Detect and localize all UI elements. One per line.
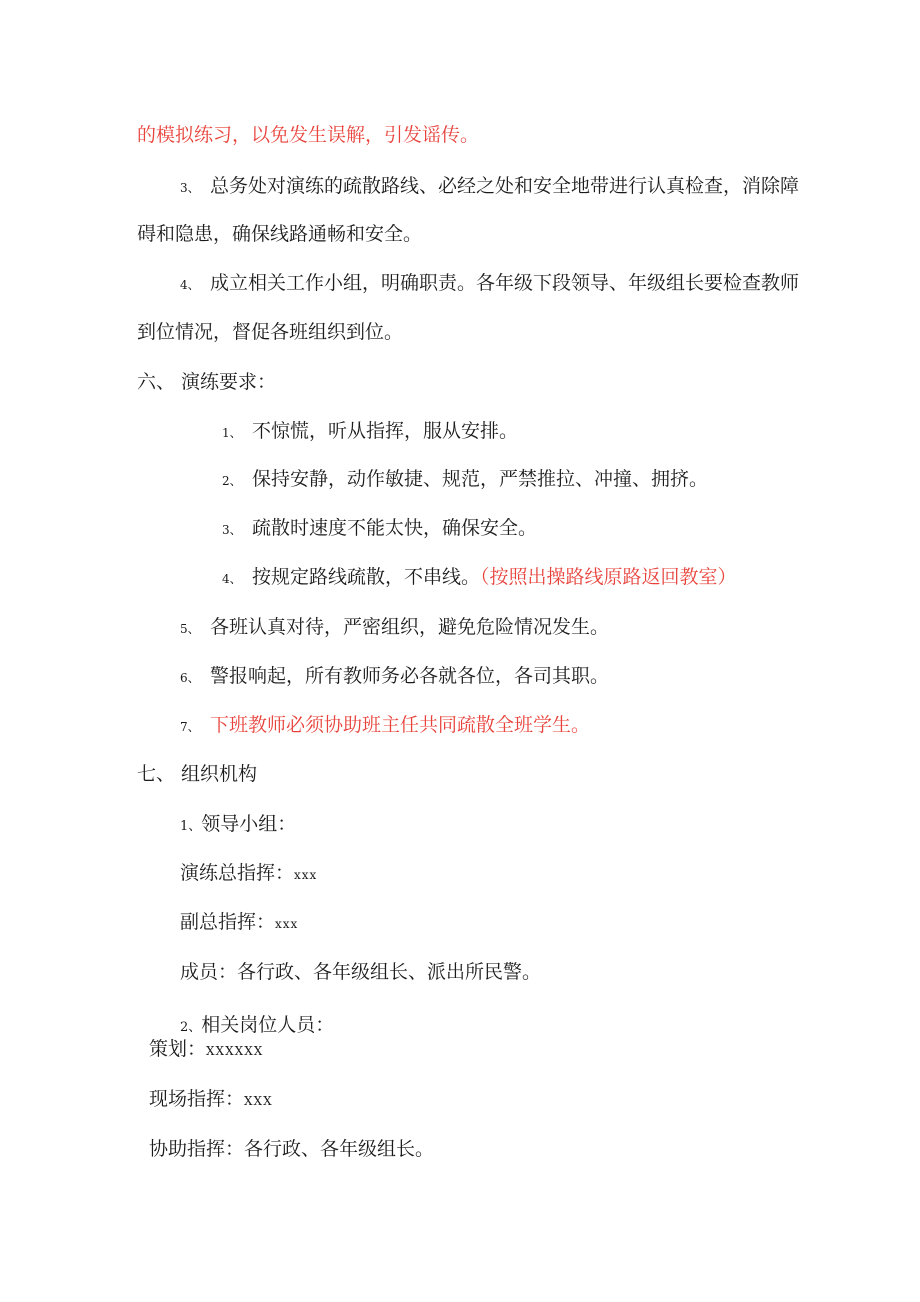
commander-line (180, 861, 317, 887)
members-line (180, 960, 541, 984)
requirement-item (180, 713, 590, 739)
commander-value: xxx (294, 868, 318, 882)
continued-line-text: 的模拟练习，以免发生误解，引发谣传。 (137, 124, 480, 146)
requirement-note: （按照出操路线原路返回教室） (480, 566, 737, 588)
staff-heading (180, 1013, 334, 1040)
requirement-number: 7、 (180, 720, 200, 734)
requirement-item (222, 419, 518, 445)
requirement-number: 1、 (222, 426, 242, 440)
onsite-commander-value: XXX (244, 1094, 273, 1108)
vice-commander-line (180, 910, 298, 936)
members-label: 成员： (180, 961, 238, 983)
prep-item-4-text-continued: 到位情况，督促各班组织到位。 (137, 321, 404, 343)
prep-item-4-line1 (180, 271, 799, 297)
planner-value: XXXXXX (206, 1044, 264, 1058)
prep-item-4-number: 4、 (180, 278, 200, 292)
requirement-text: 各班认真对待，严密组织，避免危险情况发生。 (210, 616, 610, 638)
members-value: 各行政、各年级组长、派出所民警。 (237, 961, 542, 983)
planner-line (149, 1037, 263, 1063)
requirement-item (222, 516, 537, 542)
leadership-group-heading (180, 812, 296, 839)
section-6-heading (137, 370, 276, 394)
prep-item-3-text: 总务处对演练的疏散路线、必经之处和安全地带进行认真检查，消除障 (210, 175, 800, 197)
section-6-title: 六、 演练要求： (137, 371, 277, 393)
section-7-heading (137, 762, 257, 786)
section-7-title: 七、 组织机构 (137, 763, 258, 785)
requirement-item (222, 565, 737, 591)
requirement-text: 按规定路线疏散，不串线。 (252, 566, 481, 588)
prep-item-3-line2 (137, 222, 422, 246)
prep-item-4-text: 成立相关工作小组，明确职责。各年级下段领导、年级组长要检查教师 (210, 272, 800, 294)
assistant-commander-label: 协助指挥： (149, 1138, 245, 1160)
prep-item-3-text-continued: 碍和隐患，确保线路通畅和安全。 (137, 223, 423, 245)
prep-item-4-line2 (137, 320, 403, 344)
requirement-number: 2、 (222, 474, 242, 488)
assistant-commander-value: 各行政、各年级组长。 (244, 1138, 435, 1160)
vice-commander-value: xxx (275, 917, 299, 931)
onsite-commander-label: 现场指挥： (149, 1088, 245, 1110)
prep-item-3-line1 (180, 174, 799, 200)
requirement-item (180, 615, 609, 641)
staff-title: 相关岗位人员： (201, 1014, 335, 1036)
requirement-text: 疏散时速度不能太快，确保安全。 (252, 517, 538, 539)
leadership-group-number: 1、 (180, 819, 202, 834)
requirement-number: 5、 (180, 622, 200, 636)
requirement-item (180, 664, 609, 690)
continued-line (137, 123, 479, 147)
requirement-number: 6、 (180, 671, 200, 685)
onsite-commander-line (149, 1087, 273, 1113)
leadership-group-title: 领导小组： (201, 813, 297, 835)
vice-commander-label: 副总指挥： (180, 911, 276, 933)
assistant-commander-line (149, 1137, 434, 1161)
prep-item-3-number: 3、 (180, 181, 200, 195)
planner-label: 策划： (149, 1038, 207, 1060)
requirement-text: 警报响起，所有教师务必各就各位，各司其职。 (210, 665, 610, 687)
requirement-text: 保持安静，动作敏捷、规范，严禁推拉、冲撞、拥挤。 (252, 468, 709, 490)
requirement-item (222, 467, 708, 493)
requirement-number: 4、 (222, 572, 242, 586)
requirement-text: 下班教师必须协助班主任共同疏散全班学生。 (210, 714, 591, 736)
staff-number: 2、 (180, 1020, 202, 1035)
commander-label: 演练总指挥： (180, 862, 295, 884)
requirement-number: 3、 (222, 523, 242, 537)
requirement-text: 不惊慌，听从指挥，服从安排。 (252, 420, 519, 442)
